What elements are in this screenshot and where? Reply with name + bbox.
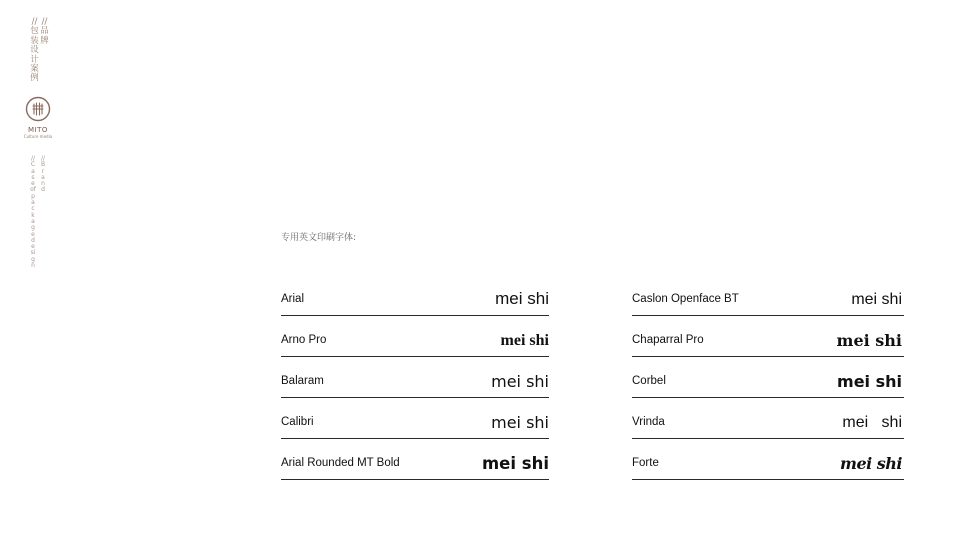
- font-row: [281, 278, 549, 316]
- vertical-title: [26, 18, 62, 88]
- font-name: Chaparral Pro: [632, 334, 704, 346]
- font-row: [632, 360, 904, 398]
- vertical-text-brand: //品牌: [40, 17, 49, 46]
- font-sample: mei shi: [500, 332, 549, 349]
- font-name: Corbel: [632, 375, 666, 387]
- font-sample: mei shi: [836, 331, 902, 350]
- font-sample: mei shi: [851, 291, 902, 308]
- font-row: [632, 442, 904, 480]
- font-name: Balaram: [281, 375, 324, 387]
- brand-subtitle: Culture media: [23, 134, 53, 139]
- font-row: [281, 401, 549, 439]
- font-row: [632, 319, 904, 357]
- font-name: Arno Pro: [281, 334, 327, 346]
- font-row: [281, 360, 549, 398]
- font-name: Arial: [281, 293, 305, 305]
- font-row: [632, 401, 904, 439]
- font-sample: mei shi: [481, 454, 549, 473]
- font-name: Caslon Openface BT: [632, 293, 739, 305]
- font-name: Calibri: [281, 416, 314, 428]
- sidebar: [23, 17, 62, 270]
- font-sample: mei shi: [491, 413, 549, 432]
- font-list-right: [632, 278, 904, 483]
- font-name: Arial Rounded MT Bold: [281, 457, 400, 469]
- font-sample: mei shi: [495, 289, 549, 308]
- vertical-latin-brand: //Brand: [40, 155, 46, 194]
- font-list-left: [281, 278, 549, 483]
- vertical-latin-title: [28, 156, 52, 286]
- font-name: Vrinda: [632, 416, 665, 428]
- font-sample: mei shi: [840, 454, 902, 473]
- font-row: [281, 442, 549, 480]
- vertical-latin-case: //Case of package design: [30, 155, 36, 270]
- brand-name: MITO: [28, 126, 48, 134]
- section-heading: 专用英文印刷字体:: [281, 233, 357, 243]
- mito-logo-icon: [25, 96, 51, 122]
- font-row: [632, 278, 904, 316]
- font-sample: mei shi: [491, 372, 549, 391]
- font-name: Forte: [632, 457, 659, 469]
- font-sample: mei shi: [837, 372, 902, 391]
- font-row: [281, 319, 549, 357]
- vertical-text-case: //包装设计案例: [30, 17, 39, 84]
- font-sample: mei shi: [842, 414, 902, 431]
